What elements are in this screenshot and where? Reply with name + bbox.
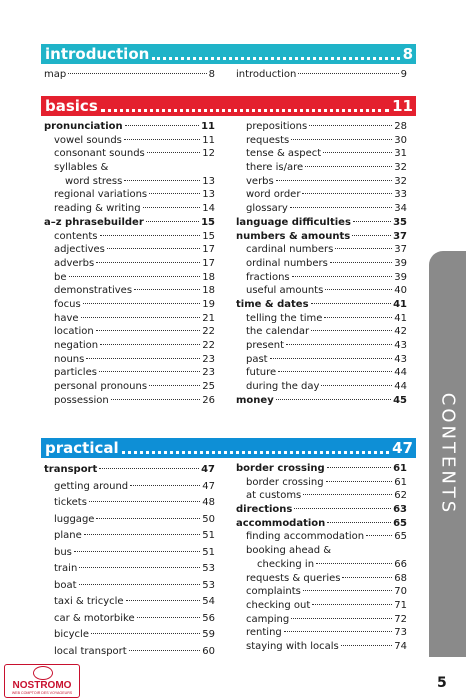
toc-entry[interactable]: during the day 44: [246, 381, 407, 393]
toc-heading[interactable]: language difficulties 35: [236, 216, 407, 228]
toc-entry[interactable]: fractions 39: [246, 271, 407, 283]
toc-entry[interactable]: tense & aspect 31: [246, 148, 407, 160]
toc-entry[interactable]: plane 51: [54, 530, 215, 541]
intro-right-column: [236, 68, 407, 82]
toc-entry[interactable]: useful amounts 40: [246, 285, 407, 297]
toc-entry[interactable]: there is/are 32: [246, 162, 407, 174]
toc-entry[interactable]: glossary 34: [246, 203, 407, 215]
section-page: 47: [392, 439, 413, 457]
toc-entry[interactable]: prepositions 28: [246, 121, 407, 132]
toc-heading[interactable]: border crossing 61: [236, 463, 407, 474]
leader-dots: [119, 438, 393, 458]
practical-right-column: [236, 462, 407, 654]
toc-entry[interactable]: bicycle 59: [54, 629, 215, 640]
toc-entry[interactable]: reading & writing 14: [54, 203, 215, 215]
toc-heading[interactable]: transport 47: [44, 464, 215, 475]
toc-entry[interactable]: tickets 48: [54, 497, 215, 508]
toc-entry[interactable]: present 43: [246, 340, 407, 351]
toc-heading[interactable]: accommodation 65: [236, 517, 407, 529]
section-band-introduction[interactable]: [41, 44, 416, 64]
toc-entry[interactable]: car & motorbike 56: [54, 612, 215, 624]
toc-entry[interactable]: particles 23: [54, 367, 215, 379]
toc-entry[interactable]: have 21: [54, 312, 215, 324]
section-band-practical[interactable]: [41, 438, 416, 458]
toc-entry[interactable]: border crossing 61: [246, 476, 407, 488]
toc-entry[interactable]: word stress 13: [65, 175, 215, 187]
toc-entry[interactable]: bus 51: [54, 546, 215, 558]
section-page: 8: [402, 45, 413, 63]
section-band-basics[interactable]: [41, 96, 416, 116]
side-tab-label: CONTENTS: [437, 392, 458, 516]
toc-entry[interactable]: nouns 23: [54, 353, 215, 365]
toc-entry[interactable]: at customs 62: [246, 490, 407, 502]
toc-entry[interactable]: cardinal numbers 37: [246, 244, 407, 256]
toc-entry[interactable]: requests 30: [246, 134, 407, 146]
toc-entry[interactable]: checking in 66: [257, 558, 407, 570]
toc-entry[interactable]: be 18: [54, 271, 215, 283]
leader-dots: [149, 44, 402, 64]
toc-entry[interactable]: getting around 47: [54, 480, 215, 492]
toc-entry[interactable]: requests & queries 68: [246, 572, 407, 584]
toc-entry[interactable]: word order 33: [246, 189, 407, 201]
toc-entry[interactable]: staying with locals 74: [246, 640, 407, 652]
toc-entry[interactable]: negation 22: [54, 340, 215, 351]
toc-heading[interactable]: numbers & amounts 37: [236, 230, 407, 242]
toc-entry[interactable]: booking ahead &: [246, 545, 332, 557]
section-title: practical: [45, 439, 119, 457]
toc-entry[interactable]: telling the time 41: [246, 312, 407, 324]
toc-entry[interactable]: demonstratives 18: [54, 285, 215, 297]
practical-left-column: [44, 462, 215, 660]
toc-entry[interactable]: finding accommodation 65: [246, 531, 407, 543]
basics-right-column: [236, 120, 407, 407]
toc-entry[interactable]: verbs 32: [246, 175, 407, 187]
toc-entry[interactable]: local transport 60: [54, 645, 215, 657]
toc-entry[interactable]: adverbs 17: [54, 257, 215, 269]
toc-entry[interactable]: boat 53: [54, 579, 215, 591]
toc-entry[interactable]: possession 26: [54, 394, 215, 406]
toc-entry[interactable]: taxi & tricycle 54: [54, 596, 215, 607]
toc-entry[interactable]: luggage 50: [54, 513, 215, 525]
contents-side-tab: [429, 251, 466, 657]
intro-left-column: [44, 68, 215, 82]
toc-entry[interactable]: introduction 9: [236, 69, 407, 80]
page-number: 5: [437, 675, 447, 691]
toc-entry[interactable]: future 44: [246, 367, 407, 379]
toc-entry[interactable]: renting 73: [246, 627, 407, 639]
toc-entry[interactable]: complaints 70: [246, 586, 407, 598]
toc-entry[interactable]: focus 19: [54, 298, 215, 310]
toc-entry[interactable]: personal pronouns 25: [54, 381, 215, 393]
toc-heading[interactable]: a–z phrasebuilder 15: [44, 216, 215, 228]
toc-heading[interactable]: money 45: [236, 394, 407, 406]
toc-heading[interactable]: directions 63: [236, 504, 407, 516]
toc-entry[interactable]: the calendar 42: [246, 326, 407, 338]
basics-left-column: [44, 120, 215, 407]
toc-heading[interactable]: time & dates 41: [236, 298, 407, 310]
toc-entry[interactable]: camping 72: [246, 613, 407, 625]
toc-entry[interactable]: ordinal numbers 39: [246, 257, 407, 269]
toc-entry[interactable]: consonant sounds 12: [54, 148, 215, 160]
toc-entry[interactable]: past 43: [246, 353, 407, 365]
section-title: basics: [45, 97, 98, 115]
toc-entry[interactable]: syllables &: [54, 162, 109, 174]
toc-entry[interactable]: regional variations 13: [54, 189, 215, 201]
toc-entry[interactable]: train 53: [54, 563, 215, 574]
globe-icon: [33, 666, 53, 680]
toc-entry[interactable]: map 8: [44, 69, 215, 80]
toc-entry[interactable]: checking out 71: [246, 599, 407, 611]
logo-wordmark: NOSTROMO: [12, 680, 72, 691]
leader-dots: [98, 96, 392, 116]
toc-entry[interactable]: adjectives 17: [54, 244, 215, 256]
toc-entry[interactable]: contents 15: [54, 230, 215, 242]
toc-heading[interactable]: pronunciation 11: [44, 121, 215, 132]
logo-tagline: WEB COMPTOIR DES VOYAGEURS: [11, 691, 73, 695]
nostromo-logo: [4, 664, 80, 698]
toc-entry[interactable]: vowel sounds 11: [54, 134, 215, 146]
toc-entry[interactable]: location 22: [54, 326, 215, 338]
section-page: 11: [392, 97, 413, 115]
section-title: introduction: [45, 45, 150, 63]
